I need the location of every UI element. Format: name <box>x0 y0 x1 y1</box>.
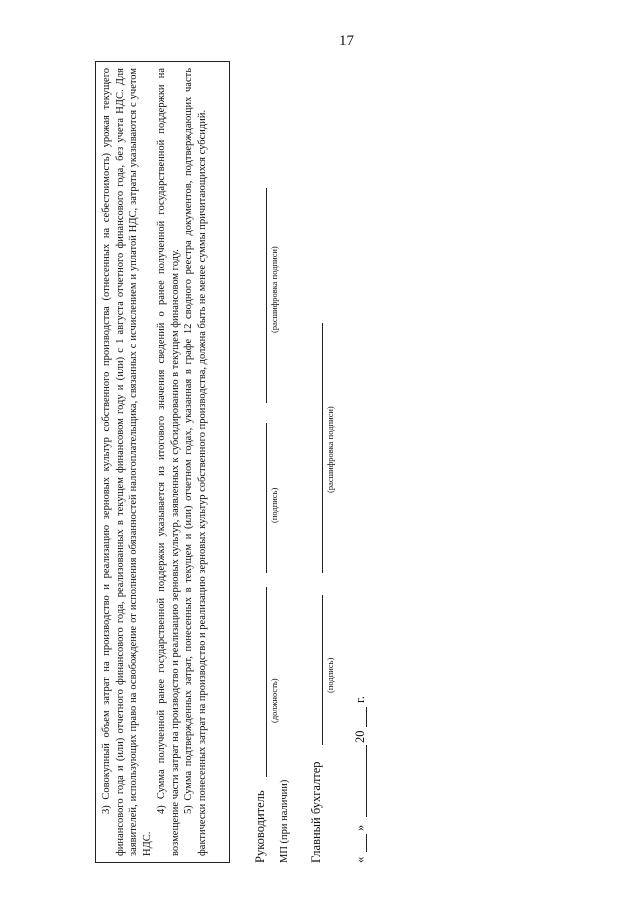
date-year-prefix: 20 <box>353 730 367 743</box>
accountant-label: Главный бухгалтер <box>309 761 323 863</box>
head-decoding-line <box>266 188 267 403</box>
head-position-line <box>266 587 267 777</box>
date-day-line <box>366 834 367 852</box>
accountant-signature-caption: (подпись) <box>325 657 335 693</box>
date-open-quote: « <box>353 856 367 863</box>
accountant-signature-line <box>322 595 323 745</box>
head-position-caption: (должность) <box>269 678 279 723</box>
notes-box <box>95 61 230 863</box>
head-signature-caption: (подпись) <box>269 487 279 523</box>
date-month-line <box>366 745 367 817</box>
date-year-line <box>366 707 367 727</box>
head-decoding-caption: (расшифровка подписи) <box>269 246 279 333</box>
note-item-3: 3) Совокупный объем затрат на производство и реализацию зерновых культур собственного производства (отнесенных на себестоимость) урожая текущего финансового года и (или) отчетного финансового года, реализованных в текущем финансовом году и (или) с 1 августа отчетного финансового года, без учета НДС. Для заявителей, использующих право на освобождение от исполнения обязанностей налогоплательщика, связанных с исчислением и уплатой НДС, затраты указываются с учетом НДС. <box>101 68 154 856</box>
head-label: Руководитель <box>253 790 267 863</box>
accountant-decoding-caption: (расшифровка подписи) <box>325 406 335 493</box>
page-number: 17 <box>339 33 354 49</box>
date-close-quote: » <box>353 824 367 831</box>
stamp-label: МП (при наличии) <box>279 779 290 863</box>
accountant-decoding-line <box>322 323 323 573</box>
note-item-5: 5) Сумма подтвержденных затрат, понесенных в текущем и (или) отчетном годах, указанная в графе 12 сводного реестра документов, подтверждающих часть фактически понесенных затрат на производство и реализацию зерновых культур собственного производства, должна быть не менее суммы причитающихся субсидий. <box>183 68 208 856</box>
date-year-suffix: г. <box>353 696 367 703</box>
note-item-4: 4) Сумма полученной ранее государственной поддержки указывается из итогового значения сведений о ранее полученной государственной поддержки на возмещение части затрат на производство и реализацию зерновых культур, заявленных к субсидированию в текущем финансовом году. <box>155 68 181 856</box>
head-signature-line <box>266 423 267 573</box>
rotated-form <box>20 53 367 873</box>
